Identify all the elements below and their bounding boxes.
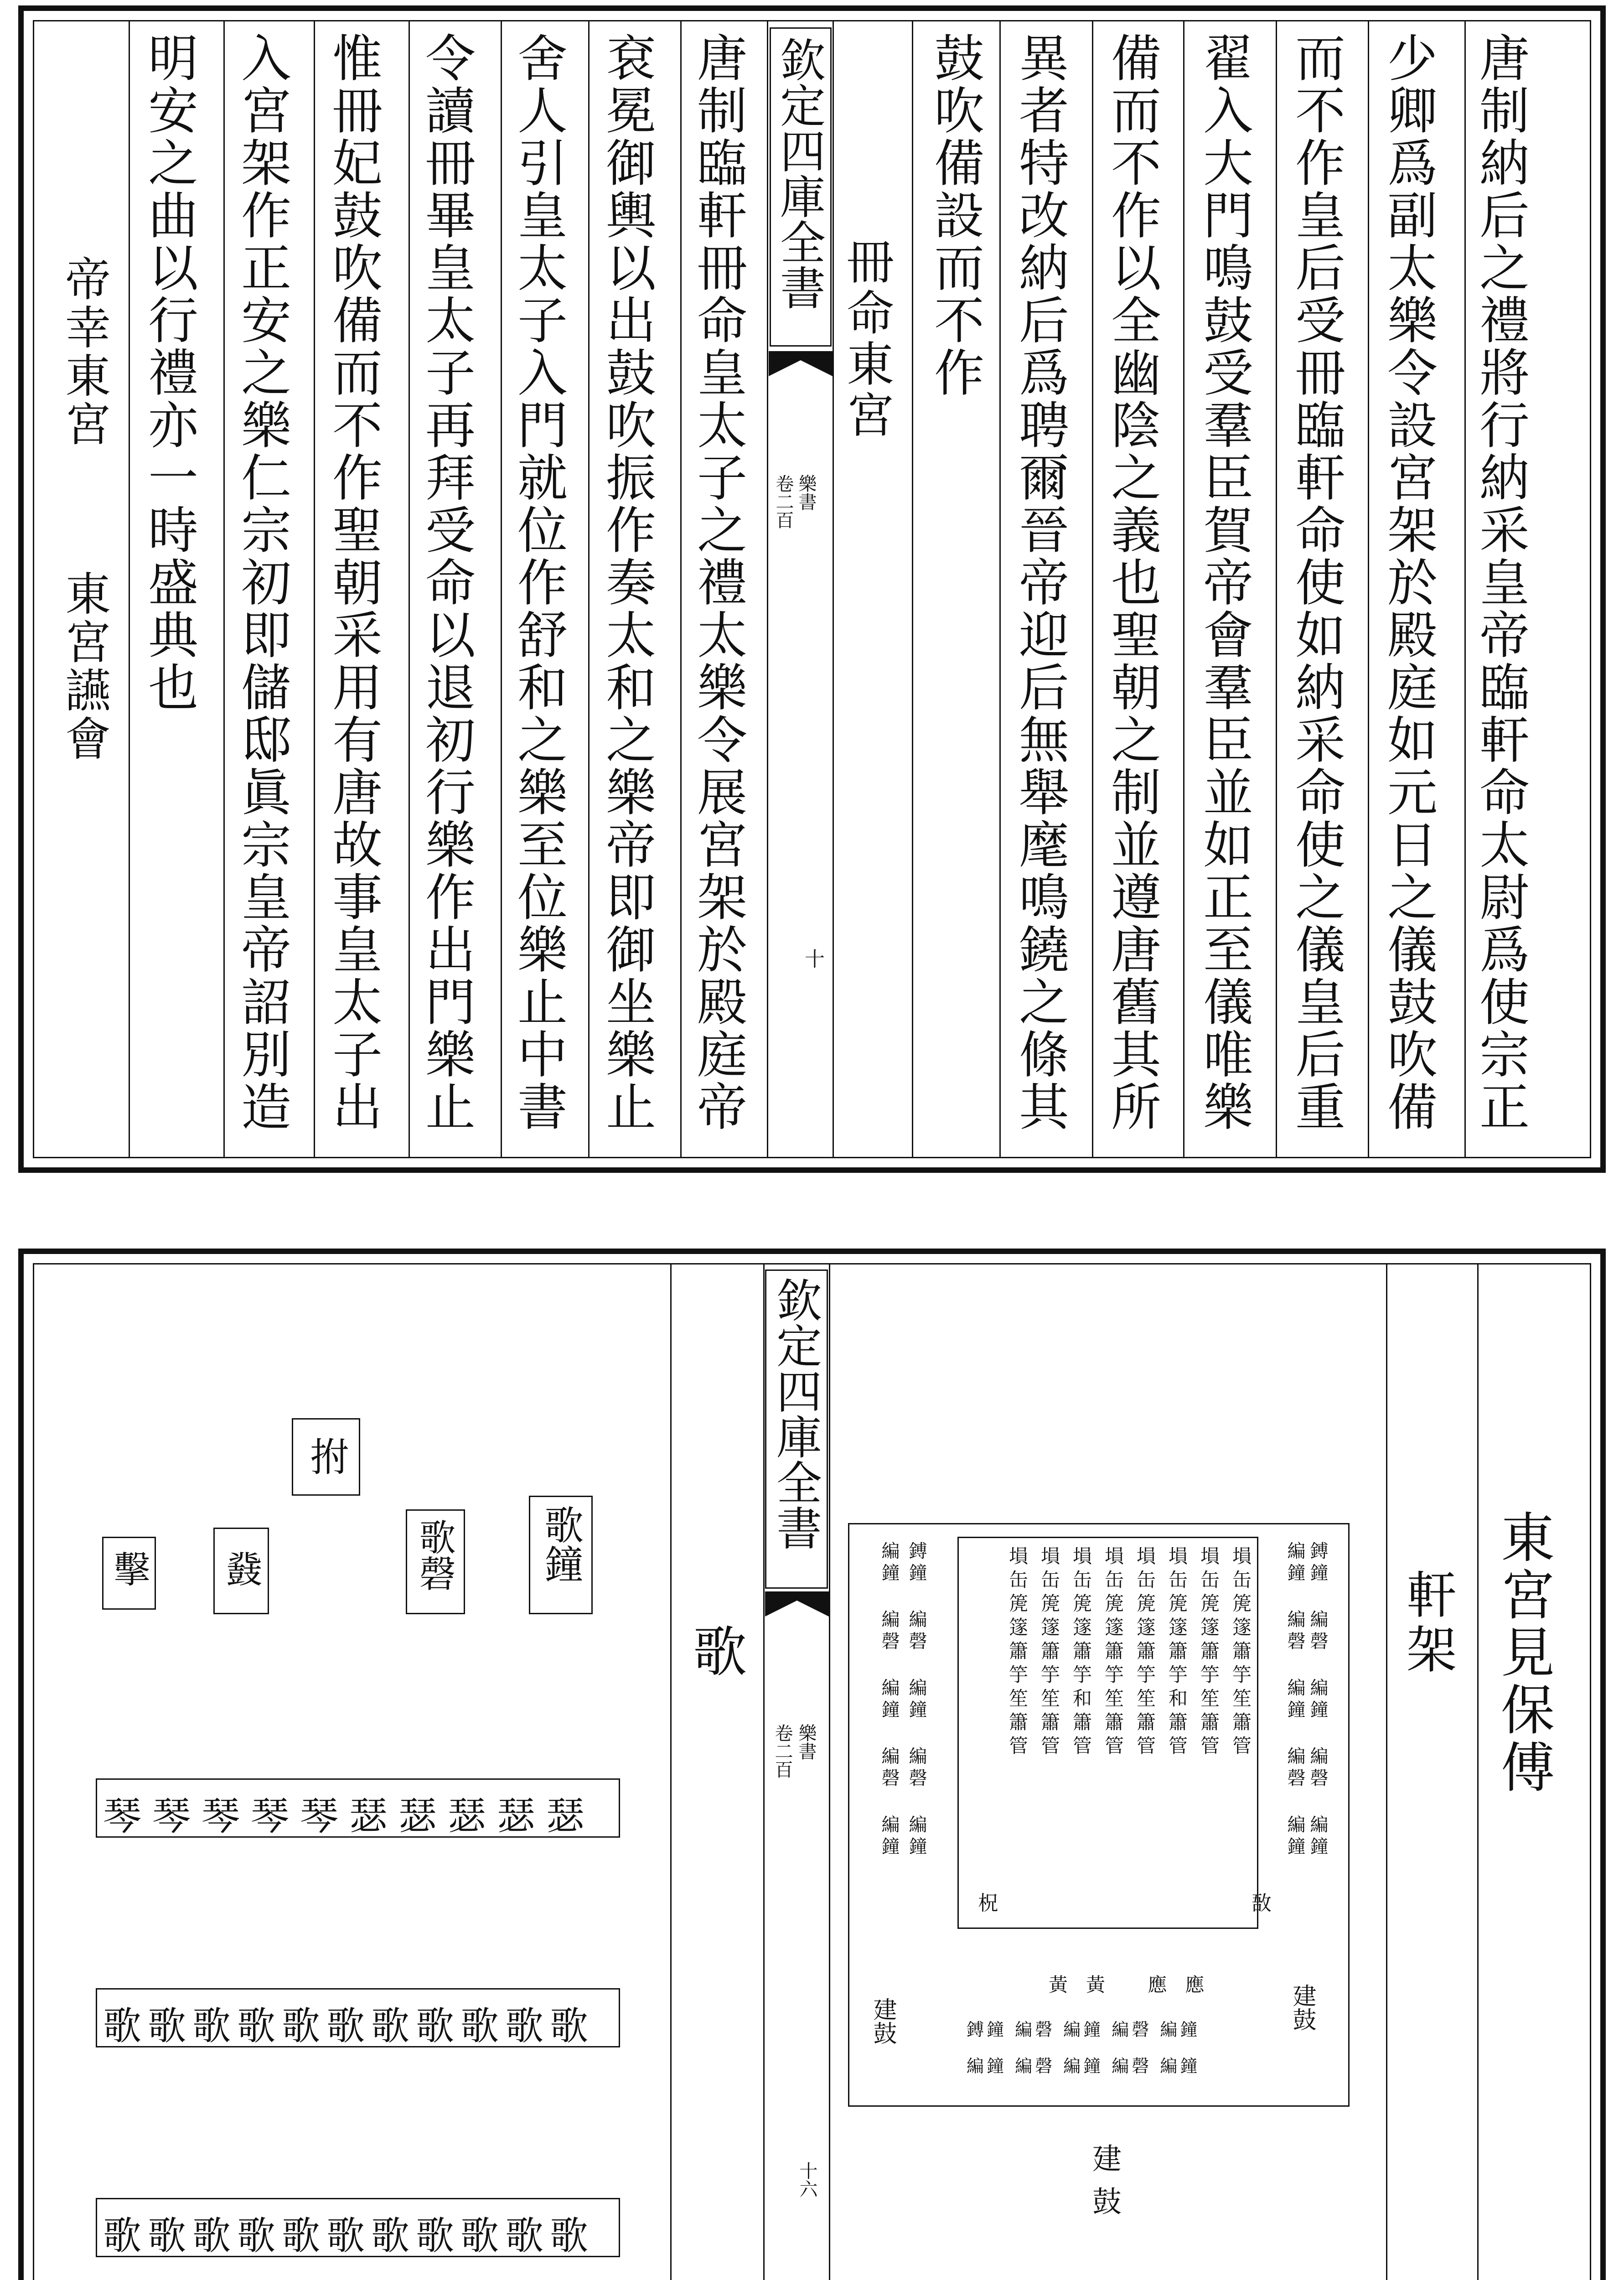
margin-volume-bottom: 卷二百 (772, 1724, 793, 1778)
margin-volume: 卷二百 (773, 474, 794, 529)
ge-row-1: 歌歌歌歌歌歌歌歌歌歌歌 (103, 2004, 595, 2048)
margin-title-bottom: 欽定四庫全書 (769, 1277, 822, 1550)
chart-bottom-bell-row-label: 黃黃 應應 (1049, 1974, 1223, 1996)
fish-tail-ornament-icon (765, 1591, 829, 1619)
text-column-12: 令讀冊畢皇太子再拜受命以退初行樂作出門樂止 (417, 32, 476, 1133)
margin-page-number: 十 (801, 948, 824, 969)
chart-wind-column-4: 塤缶箎篴簫竽笙簫管 (1134, 1546, 1156, 1759)
text-column-14: 入宮架作正安之樂仁宗初即儲邸眞宗皇帝詔別造 (233, 32, 291, 1133)
section-heading-dixing-donggong: 帝幸東宮 (57, 255, 111, 449)
chart-wind-column-7: 塤缶箎篴簫竽笙簫管 (1038, 1546, 1060, 1759)
section-title-donggong-jian-baofu: 東宮見保傅 (1492, 1509, 1555, 1797)
margin-page-number-bottom: 十六 (796, 2161, 817, 2198)
chart-wind-column-8: 塤缶箎篴簫竽笙簫管 (1006, 1546, 1029, 1759)
text-column-4: 翟入大門鳴鼓受羣臣賀帝會羣臣並如正至儀唯樂 (1195, 32, 1253, 1133)
instrument-label-tao: 鼗 (220, 1550, 262, 1587)
chart-label-yu: 敔 (1248, 1892, 1271, 1912)
chart-label-zhu: 柷 (974, 1892, 998, 1912)
text-column-1: 唐制納后之禮將行納采皇帝臨軒命太尉爲使宗正 (1471, 32, 1530, 1133)
ge-row-2: 歌歌歌歌歌歌歌歌歌歌歌 (103, 2213, 595, 2258)
chart-bottom-bell-row-2: 編鐘 編磬 編鐘 編磬 編鐘 (967, 2056, 1200, 2076)
label-ge: 歌 (684, 1623, 747, 1677)
margin-book-name-bottom: 樂書 (796, 1724, 817, 1760)
chart-bell-row-1: 鎛鐘 編磬 編鐘 編磬 編鐘 (1307, 1541, 1328, 1859)
text-column-5: 備而不作以全幽陰之義也聖朝之制並遵唐舊其所 (1103, 32, 1161, 1133)
chart-bell-row-2: 編鐘 編磬 編鐘 編磬 編鐘 (1284, 1541, 1305, 1859)
text-column-3: 而不作皇后受冊臨軒命使如納采命使之儀皇后重 (1287, 32, 1345, 1133)
chart-bell-row-3: 鎛鐘 編磬 編鐘 編磬 編鐘 (906, 1541, 927, 1859)
chart-wind-column-1: 塤缶箎篴簫竽笙簫管 (1230, 1546, 1252, 1759)
text-column-13: 惟冊妃鼓吹備而不作聖朝采用有唐故事皇太子出 (324, 32, 383, 1133)
label-jiangu-left: 建鼓 (869, 1997, 896, 2045)
section-heading-donggong-yanhui: 東宮讌會 (57, 570, 111, 763)
instrument-label-ge-zhong: 歌鐘 (538, 1505, 583, 1583)
instrument-label-fu: 拊 (303, 1436, 349, 1476)
label-jiangu-upper: 建鼓 (1288, 1984, 1316, 2031)
text-column-7: 鼓吹備設而不作 (926, 32, 984, 399)
text-column-10: 袞冕御輿以出鼓吹振作奏太和之樂帝即御坐樂止 (598, 32, 656, 1133)
text-column-9: 唐制臨軒冊命皇太子之禮太樂令展宮架於殿庭帝 (689, 32, 747, 1133)
margin-title: 欽定四庫全書 (772, 36, 826, 310)
fish-tail-ornament-icon (769, 351, 833, 378)
label-xuanjia: 軒架 (1398, 1569, 1457, 1678)
label-jiangu-lower: 建鼓 (1087, 2143, 1121, 2229)
text-column-11: 舍人引皇太子入門就位作舒和之樂至位樂止中書 (509, 32, 568, 1133)
chart-wind-column-2: 塤缶箎篴簫竽笙簫管 (1198, 1546, 1220, 1759)
chart-bottom-bell-row-1: 鎛鐘 編磬 編鐘 編磬 編鐘 (967, 2020, 1200, 2040)
chart-bell-row-4: 編鐘 編磬 編鐘 編磬 編鐘 (879, 1541, 900, 1859)
chart-wind-column-6: 塤缶箎篴簫竽和簫管 (1070, 1546, 1092, 1759)
text-column-15: 明安之曲以行禮亦一時盛典也 (140, 32, 198, 714)
instrument-label-ji: 擊 (108, 1550, 150, 1587)
text-column-6: 異者特改納后爲聘爾晉帝迎后無舉麾鳴鐃之條其 (1011, 32, 1069, 1133)
chart-wind-column-3: 塤缶箎篴簫竽和簫管 (1166, 1546, 1188, 1759)
section-heading-ceming-donggong: 冊命東宮 (838, 237, 894, 441)
chart-wind-column-5: 塤缶箎篴簫竽笙簫管 (1102, 1546, 1124, 1759)
margin-book-name: 樂書 (796, 474, 817, 511)
text-column-2: 少卿爲副太樂令設宮架於殿庭如元日之儀鼓吹備 (1379, 32, 1438, 1133)
instrument-label-ge-qing: 歌磬 (413, 1518, 455, 1591)
qin-se-row: 琴琴琴琴琴瑟瑟瑟瑟瑟 (103, 1794, 596, 1839)
